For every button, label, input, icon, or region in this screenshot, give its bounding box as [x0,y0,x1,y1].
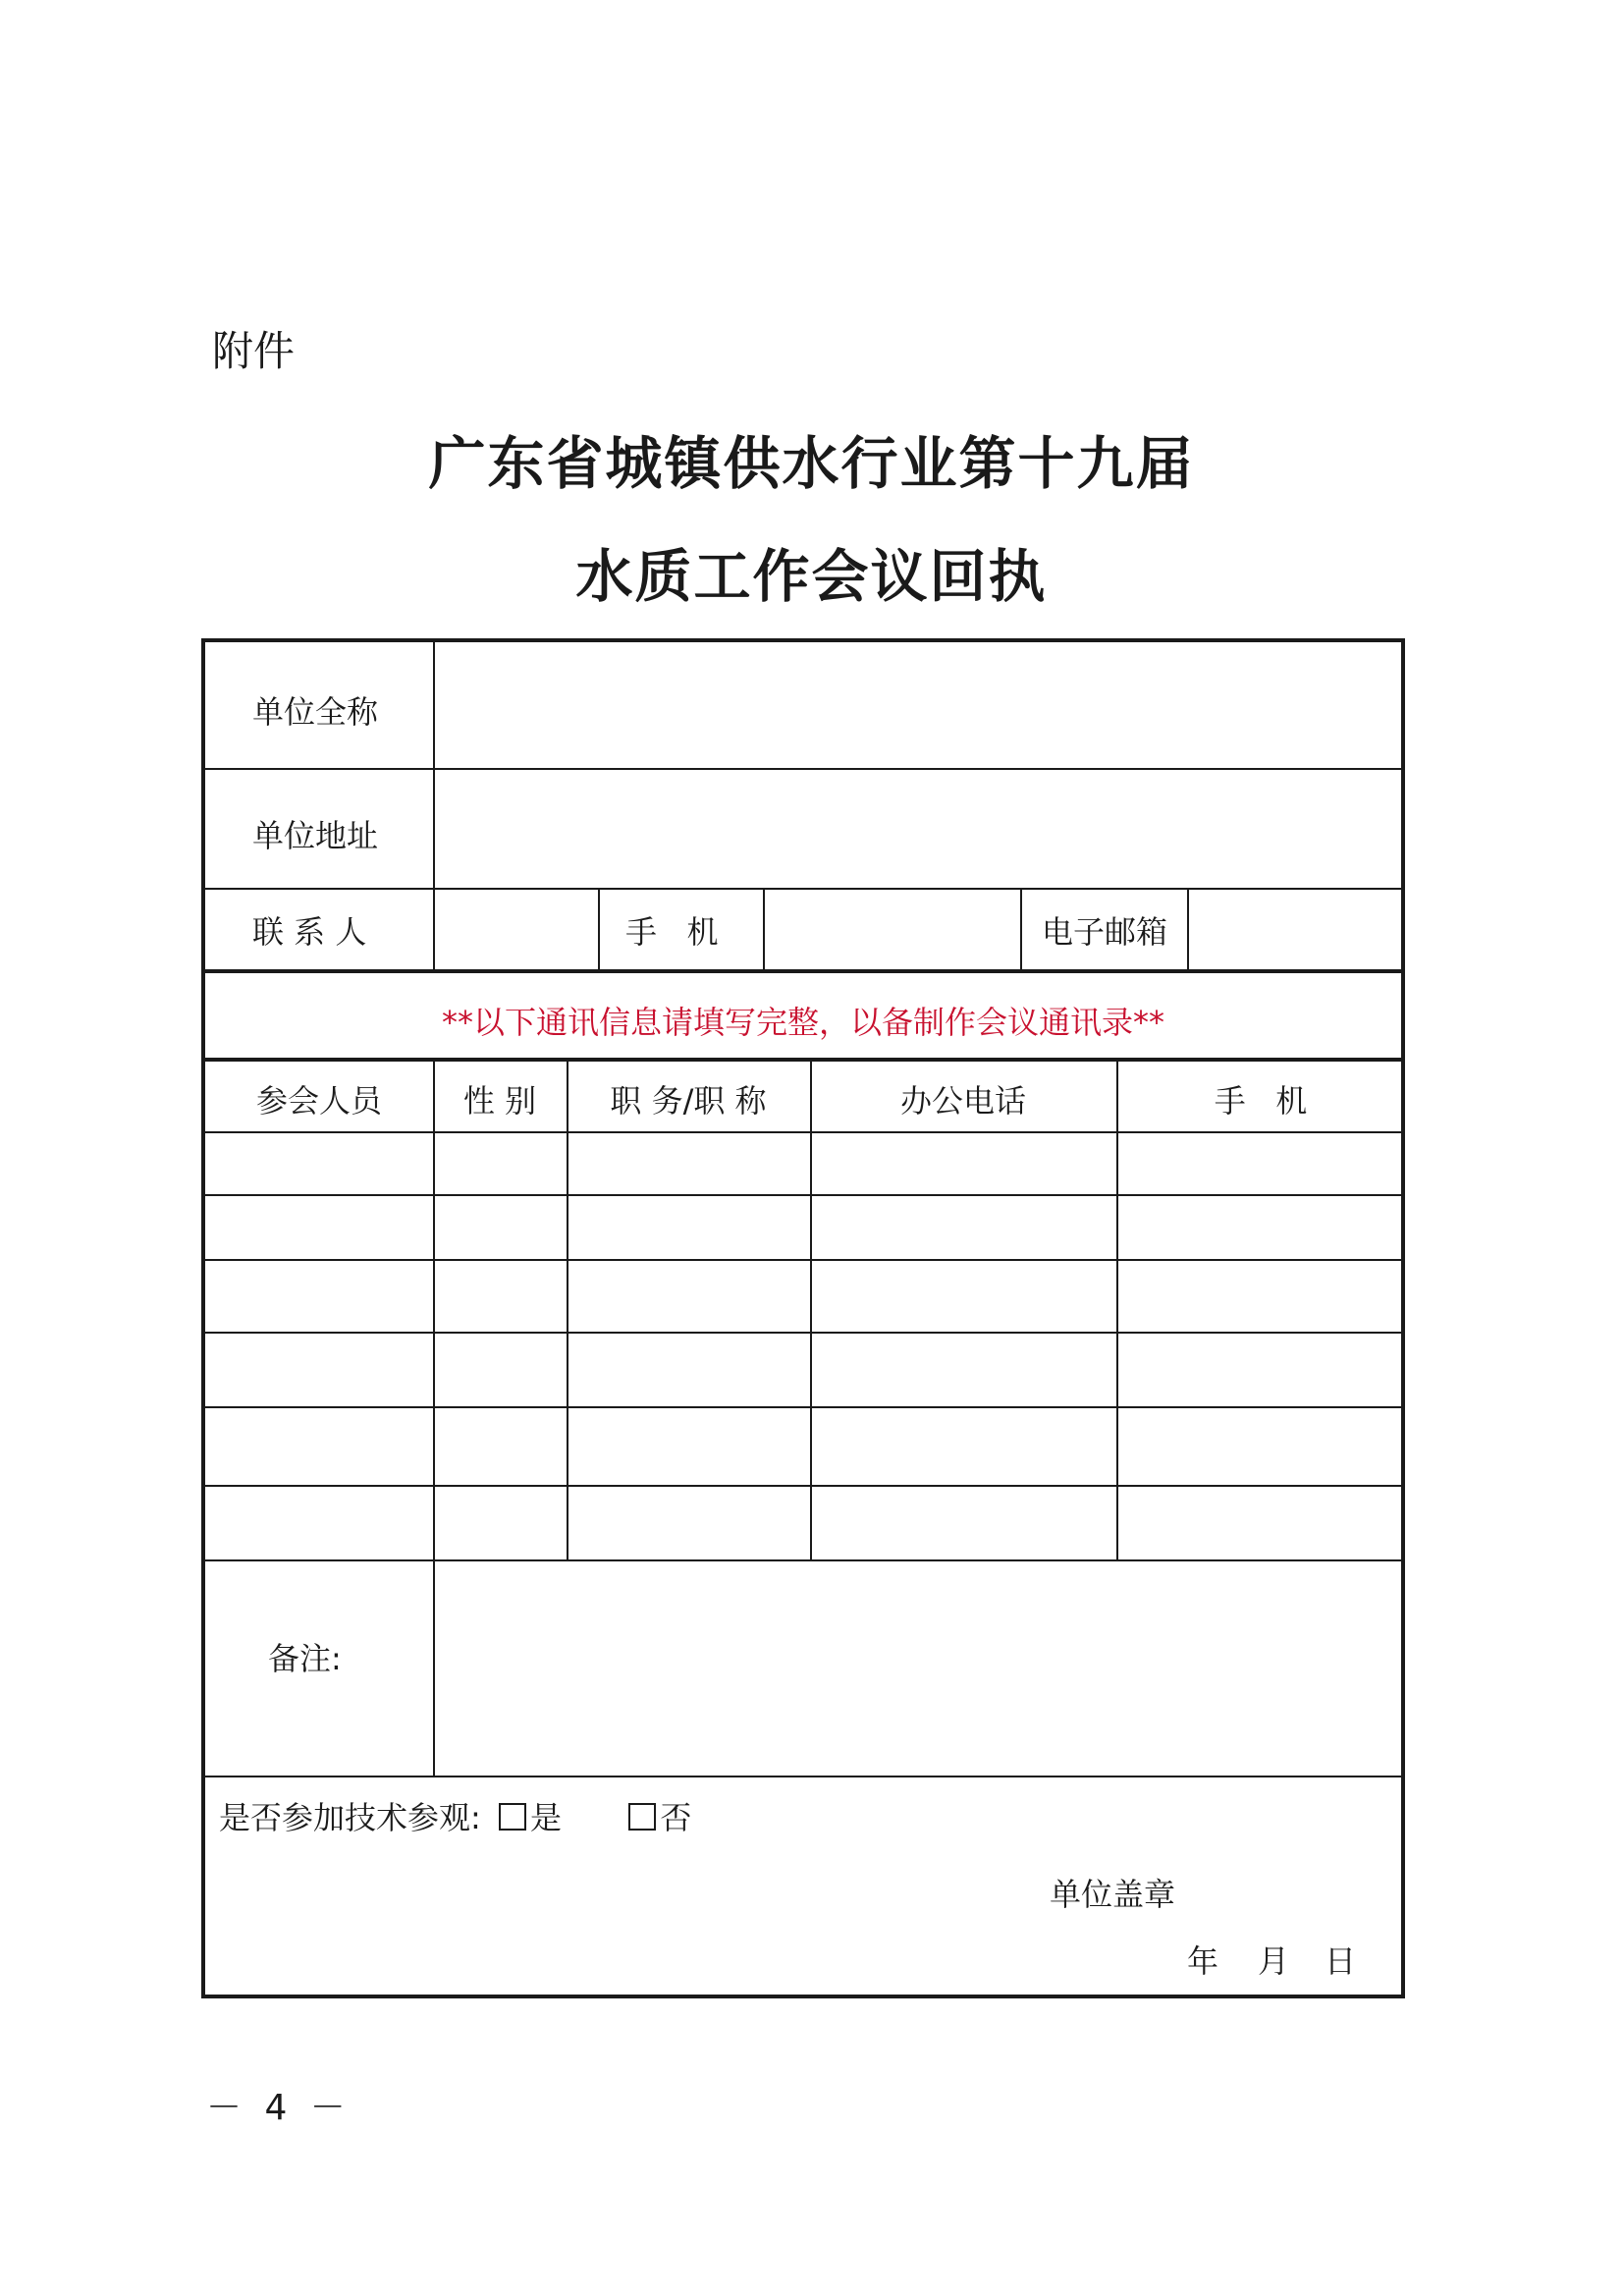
visit-yes-label: 是 [529,1799,562,1836]
col-divider [598,888,600,969]
date-day: 日 [1325,1942,1357,1980]
row-divider [205,1058,1401,1062]
col-divider [433,1058,435,1776]
col-header-mobile: 手 机 [1214,1082,1308,1120]
page-number: － 4 － [206,2088,352,2128]
col-divider [433,642,435,969]
date-year: 年 [1187,1942,1219,1980]
notice-text: **以下通讯信息请填写完整，以备制作会议通讯录** [441,1004,1164,1041]
row-divider [205,1131,1401,1133]
row-divider [205,1776,1401,1777]
row-divider [205,1559,1401,1561]
col-header-office-phone: 办公电话 [899,1082,1026,1120]
contact-label: 联 系 人 [252,913,367,951]
row-divider [205,969,1401,973]
col-divider [567,1058,568,1559]
col-divider [1020,888,1022,969]
unit-full-name-label: 单位全称 [252,693,379,731]
remarks-label: 备注: [268,1640,342,1677]
seal-label: 单位盖章 [1050,1876,1176,1913]
email-label: 电子邮箱 [1042,913,1168,951]
row-divider [205,1406,1401,1408]
visit-question-row [219,1793,691,1838]
visit-question: 是否参加技术参观: [219,1799,481,1836]
unit-address-label: 单位地址 [252,817,379,854]
visit-no-label: 否 [660,1799,692,1836]
date-month: 月 [1258,1942,1290,1980]
checkbox-yes[interactable] [499,1803,526,1831]
reply-form [201,638,1405,1998]
col-divider [763,888,765,969]
page-title-line2: 水质工作会议回执 [575,543,1048,610]
col-header-attendee: 参会人员 [255,1082,382,1120]
row-divider [205,888,1401,890]
row-divider [205,1485,1401,1487]
page-title-line1: 广东省城镇供水行业第十九届 [428,430,1195,497]
col-header-title: 职 务/职 称 [610,1082,767,1120]
row-divider [205,1259,1401,1261]
checkbox-no[interactable] [628,1803,656,1831]
row-divider [205,768,1401,770]
attachment-label: 附件 [212,327,296,375]
col-header-gender: 性 别 [462,1082,537,1120]
col-divider [1187,888,1189,969]
col-divider [1116,1058,1118,1559]
mobile-label: 手 机 [625,913,719,951]
col-divider [810,1058,812,1559]
row-divider [205,1332,1401,1334]
row-divider [205,1194,1401,1196]
